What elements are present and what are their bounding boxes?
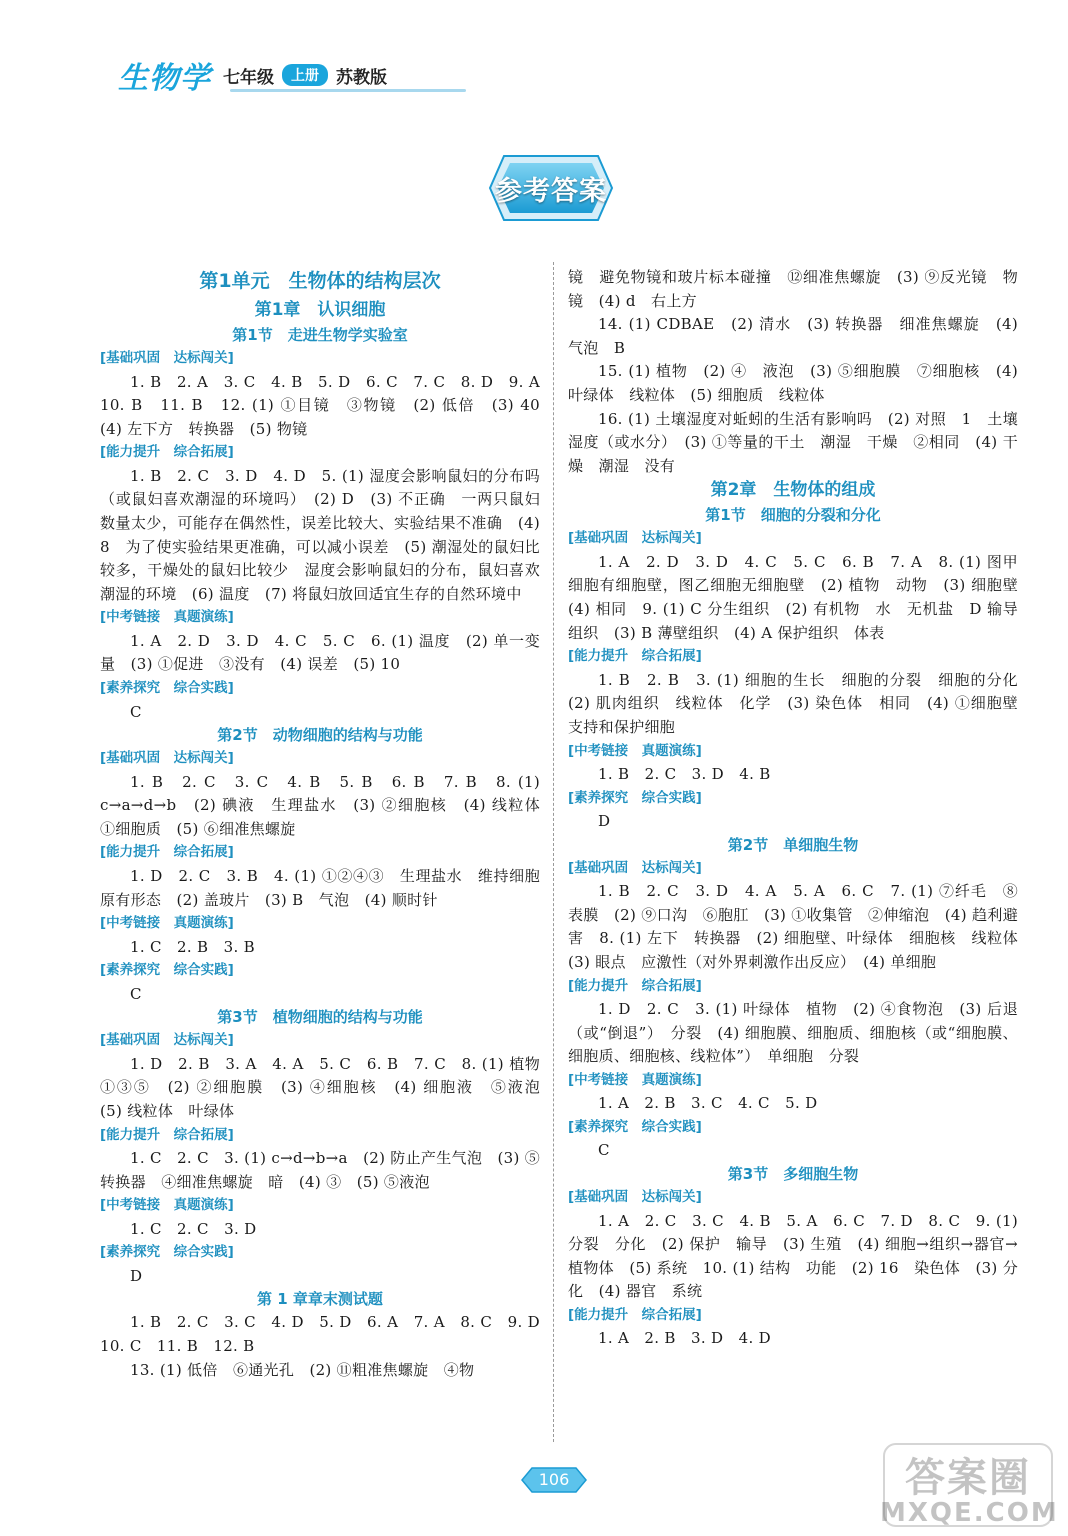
section-tag: [中考链接 真题演练] (568, 1071, 702, 1088)
section-tag: [能力提升 综合拓展] (100, 844, 234, 861)
section-tag: [能力提升 综合拓展] (568, 648, 702, 665)
section-title: 第1节 细胞的分裂和分化 (705, 506, 881, 525)
brand-title: 生物学 (118, 61, 211, 96)
answer-text: 1. B 2. C 3. D 4. A 5. A 6. C 7. (1) ⑦纤毛 ⑧表膜 (2) ⑨口沟 ⑥胞肛 (3) ①收集管 ②伸缩泡 (4) 趋利避害 8. (1) 左下 转换器 (2) 细胞壁、叶绿体 细胞核 线粒体 (3) 眼点 应激性（对外界刺激作出反应） (4) 单细胞 (568, 882, 1034, 971)
grade-label: 七年级 (223, 67, 274, 88)
chapter-title: 第2章 生物体的组成 (710, 480, 876, 501)
answer-text: D (598, 812, 611, 831)
answer-text: 16. (1) 土壤湿度对蚯蚓的生活有影响吗 (2) 对照 1 土壤湿度（或水分） (3) ①等量的干土 潮湿 干燥 ②相同 (4) 干燥 潮湿 没有 (568, 409, 1018, 475)
watermark-title: 答案圈 (905, 1455, 1031, 1501)
volume-badge: 上册 (282, 64, 328, 86)
answer-text: 1. C 2. B 3. B (130, 937, 255, 956)
answer-text: 1. A 2. B 3. D 4. D (598, 1329, 771, 1348)
answer-text: 1. B 2. C 3. D 4. D 5. (1) 湿度会影响鼠妇的分布吗（或鼠妇喜欢潮湿的环境吗） (2) D (3) 不正确 一两只鼠妇数量太少，可能存在偶然性，误差比较大、实验结果不准确 (4) 8 为了使实验结果更准确，可以减小误差 (5) 潮湿处的鼠妇比较多，干燥处的鼠妇比较少 湿度会影响鼠妇的分布，鼠妇喜欢潮湿的环境 (6) 温度 (7) 将鼠妇放回适宜生存的自然环境中 (100, 466, 540, 603)
section-tag: [基础巩固 达标闯关] (100, 350, 234, 366)
answer-text: 14. (1) CDBAE (2) 清水 (3) 转换器 细准焦螺旋 (4) 气泡 B (568, 315, 1018, 357)
edition-label: 苏教版 (336, 67, 387, 88)
section-tag: [中考链接 真题演练] (100, 1197, 234, 1214)
answer-text: D (130, 1266, 143, 1285)
book-header (118, 58, 387, 96)
watermark-url: MXQE.COM (880, 1498, 1059, 1528)
answer-text: 1. B 2. C 3. C 4. B 5. B 6. B 7. B 8. (1) c→a→d→b (2) 碘液 生理盐水 (3) ②细胞核 (4) 线粒体 ①细胞质 (5) ⑥细准焦螺旋 (100, 772, 556, 838)
chapter-title: 第1章 认识细胞 (254, 300, 386, 320)
answer-text: C (130, 984, 142, 1003)
answer-banner (486, 150, 616, 226)
answer-text: 1. A 2. C 3. C 4. B 5. A 6. C 7. D 8. C 9. (1) 分裂 分化 (2) 保护 输导 (3) 生殖 (4) 细胞→组织→器官→植物体 (5) 系统 10. (1) 结构 功能 (2) 16 染色体 (3) 分化 (4) 器官 系统 (568, 1211, 1018, 1301)
section-tag: [能力提升 综合拓展] (100, 1126, 234, 1143)
answer-text: 1. D 2. B 3. A 4. A 5. C 6. B 7. C 8. (1) 植物 ①③⑤ (2) ②细胞膜 (3) ④细胞核 (4) 细胞液 ⑤液泡 (5) 线粒体 叶绿体 (100, 1054, 556, 1120)
answer-text: 镜 避免物镜和玻片标本碰撞 ⑫细准焦螺旋 (3) ⑨反光镜 物镜 (4) d 右上方 (568, 268, 1018, 310)
section-tag: [中考链接 真题演练] (568, 742, 702, 759)
section-tag: [基础巩固 达标闯关] (568, 530, 702, 547)
section-tag: [基础巩固 达标闯关] (568, 1189, 702, 1206)
section-tag: [素养探究 综合实践] (568, 789, 702, 806)
banner-title: 参考答案 (495, 175, 607, 207)
answer-text: C (130, 702, 142, 721)
answer-text: 13. (1) 低倍 ⑥通光孔 (2) ⑪粗准焦螺旋 ④物 (130, 1360, 475, 1379)
section-tag: [素养探究 综合实践] (100, 962, 234, 979)
section-title: 第2节 动物细胞的结构与功能 (217, 726, 423, 745)
answer-text: 1. D 2. C 3. B 4. (1) ①②④③ 生理盐水 维持细胞原有形态 (2) 盖玻片 (3) B 气泡 (4) 顺时针 (100, 866, 540, 909)
section-tag: [基础巩固 达标闯关] (100, 750, 234, 767)
answer-text: 1. B 2. A 3. C 4. B 5. D 6. C 7. C 8. D 9. A 10. B 11. B 12. (1) ①目镜 ③物镜 (2) 低倍 (3) 40 (4) 左下方 转换器 (5) 物镜 (100, 372, 556, 438)
answer-text: 1. B 2. C 3. D 4. B (598, 765, 771, 783)
section-tag: [素养探究 综合实践] (568, 1118, 702, 1135)
section-title: 第3节 植物细胞的结构与功能 (217, 1008, 423, 1027)
section-title: 第 1 章章末测试题 (257, 1290, 383, 1309)
answer-text: 1. D 2. C 3. (1) 叶绿体 植物 (2) ④食物泡 (3) 后退（或“倒退”） 分裂 (4) 细胞膜、细胞质、细胞核（或“细胞膜、细胞质、细胞核、线粒体”） 单细胞 分裂 (568, 1000, 1018, 1066)
section-title: 第3节 多细胞生物 (727, 1165, 859, 1184)
answer-text: 1. C 2. C 3. (1) c→d→b→a (2) 防止产生气泡 (3) ⑤转换器 ④细准焦螺旋 暗 (4) ③ (5) ⑤液泡 (100, 1149, 540, 1191)
section-tag: [能力提升 综合拓展] (568, 1306, 702, 1323)
page-number: 106 (538, 1470, 570, 1489)
section-tag: [素养探究 综合实践] (100, 1244, 234, 1261)
left-column (100, 266, 556, 1382)
section-tag: [基础巩固 达标闯关] (100, 1032, 234, 1049)
section-tag: [能力提升 综合拓展] (100, 444, 234, 461)
answer-text: 1. B 2. B 3. (1) 细胞的生长 细胞的分裂 细胞的分化 (2) 肌肉组织 线粒体 化学 (3) 染色体 相同 (4) ①细胞壁 支持和保护细胞 (568, 670, 1034, 736)
section-title: 第1节 走进生物学实验室 (232, 326, 408, 344)
right-column (568, 266, 1034, 1351)
header-underline (230, 89, 466, 92)
answer-text: C (598, 1141, 610, 1160)
section-title: 第2节 单细胞生物 (727, 835, 859, 854)
answer-text: 1. A 2. D 3. D 4. C 5. C 6. B 7. A 8. (1) 图甲细胞有细胞壁，图乙细胞无细胞壁 (2) 植物 动物 (3) 细胞壁 (4) 相同 9. (1) C 分生组织 (2) 有机物 水 无机盐 D 输导组织 (3) B 薄壁组织 (4) A 保护组织 体表 (568, 552, 1034, 642)
answer-text: 1. A 2. D 3. D 4. C 5. C 6. (1) 温度 (2) 单一变量 (3) ①促进 ③没有 (4) 误差 (5) 10 (100, 631, 540, 674)
unit-title: 第1单元 生物体的结构层次 (199, 270, 441, 292)
answer-text: 1. A 2. B 3. C 4. C 5. D (598, 1094, 818, 1113)
answer-text: 15. (1) 植物 (2) ④ 液泡 (3) ⑤细胞膜 ⑦细胞核 (4) 叶绿体 线粒体 (5) 细胞质 线粒体 (568, 362, 1018, 404)
section-tag: [素养探究 综合实践] (100, 680, 234, 697)
section-tag: [基础巩固 达标闯关] (568, 859, 702, 876)
answer-text: 1. C 2. C 3. D (130, 1219, 257, 1238)
section-tag: [中考链接 真题演练] (100, 915, 234, 932)
answer-text: 1. B 2. C 3. C 4. D 5. D 6. A 7. A 8. C 9. D 10. C 11. B 12. B (100, 1313, 556, 1356)
section-tag: [能力提升 综合拓展] (568, 977, 702, 994)
section-tag: [中考链接 真题演练] (100, 609, 234, 626)
column-divider (553, 262, 554, 1442)
